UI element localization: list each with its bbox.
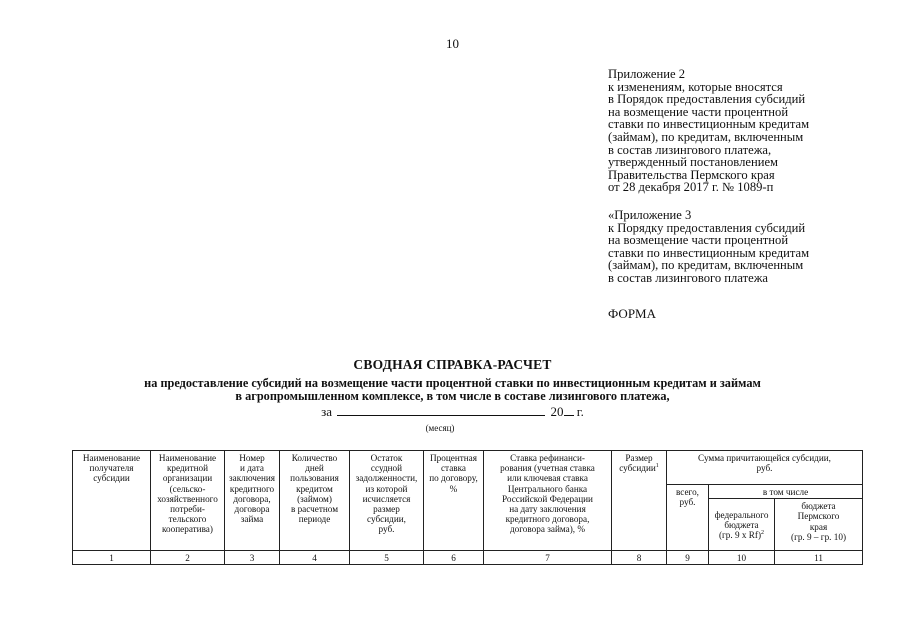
header-federal-budget-text: федерального бюджета (гр. 9 х Rf) (714, 509, 769, 541)
header-federal-budget (709, 499, 775, 551)
column-number: 11 (775, 551, 863, 565)
appendix-header-line: на возмещение части процентной (608, 104, 789, 119)
column-number: 4 (280, 551, 350, 565)
appendix-reference-line: «Приложение 3 (608, 208, 692, 222)
header-refinancing-rate: Ставка рефинанси- рования (учетная ставка или ключевая ставка Центрального банка Российской Федерации на дату заключения кредитного договора, договора займа), % (484, 451, 612, 551)
month-blank-field[interactable] (337, 404, 545, 416)
header-regional-budget: бюджета Пермского края (гр. 9 – гр. 10) (775, 499, 863, 551)
column-number-row (73, 551, 863, 565)
column-number: 5 (350, 551, 424, 565)
header-total: всего, руб. (667, 485, 709, 551)
header-including: в том числе (709, 485, 863, 499)
column-number: 1 (73, 551, 151, 565)
appendix-header-line: в Порядок предоставления субсидий (608, 92, 806, 107)
column-number: 2 (151, 551, 225, 565)
document-subtitle-line: на предоставление субсидий на возмещение части процентной ставки по инвестиционным кредитам и займам (144, 376, 761, 390)
column-number: 10 (709, 551, 775, 565)
appendix-header-line: в состав лизингового платежа, (608, 142, 772, 157)
appendix-reference-line: (займам), по кредитам, включенным (608, 258, 804, 273)
header-recipient: Наименование получателя субсидии (73, 451, 151, 551)
header-subsidy-amount: Сумма причитающейся субсидии, руб. (667, 451, 863, 485)
column-number: 9 (667, 551, 709, 565)
page-number: 10 (446, 36, 459, 51)
appendix-header-line: от 28 декабря 2017 г. № 1089-п (608, 180, 774, 195)
header-loan-balance: Остаток ссудной задолженности, из которой исчисляется размер субсидии, руб. (350, 451, 424, 551)
year-prefix: 20 (550, 404, 564, 419)
header-subsidy-size-text: Размер субсидии (619, 453, 656, 474)
appendix-header-line: к изменениям, которые вносятся (608, 79, 783, 94)
header-contract-number-date: Номер и дата заключения кредитного договора, договора займа (225, 451, 280, 551)
period-prefix: за (321, 404, 333, 419)
column-number: 7 (484, 551, 612, 565)
appendix-reference-line: на возмещение части процентной (608, 233, 789, 248)
appendix-header-line: (займам), по кредитам, включенным (608, 129, 804, 144)
period-line (0, 404, 905, 419)
appendix-header-line: Приложение 2 (608, 67, 686, 81)
document-title: СВОДНАЯ СПРАВКА-РАСЧЕТ (353, 357, 552, 372)
appendix-header-line: утвержденный постановлением (608, 155, 779, 170)
column-number: 8 (612, 551, 667, 565)
appendix-header-line: ставки по инвестиционным кредитам (608, 117, 810, 132)
form-label: ФОРМА (608, 306, 656, 321)
table-header-row (73, 451, 863, 485)
footnote-marker: 1 (655, 463, 659, 470)
appendix-reference-line: ставки по инвестиционным кредитам (608, 245, 810, 260)
appendix-reference-line: к Порядку предоставления субсидий (608, 220, 806, 235)
summary-table (72, 450, 863, 565)
document-subtitle-line: в агропромышленном комплексе, в том числе в составе лизингового платежа, (235, 389, 670, 403)
appendix-header-line: Правительства Пермского края (608, 167, 775, 182)
year-blank-field[interactable] (564, 404, 574, 416)
header-subsidy-size (612, 451, 667, 551)
column-number: 6 (424, 551, 484, 565)
appendix-reference (608, 209, 888, 285)
header-interest-rate: Процентная ставка по договору, % (424, 451, 484, 551)
header-days-of-use: Количество дней пользования кредитом (займом) в расчетном периоде (280, 451, 350, 551)
appendix-reference-line: в состав лизингового платежа (608, 270, 768, 285)
month-caption: (месяц) (425, 423, 455, 433)
header-credit-organization: Наименование кредитной организации (сельско- хозяйственного потреби- тельского кооператива) (151, 451, 225, 551)
footnote-marker: 2 (761, 530, 765, 537)
period-suffix: г. (576, 404, 584, 419)
appendix-header (608, 68, 888, 194)
column-number: 3 (225, 551, 280, 565)
